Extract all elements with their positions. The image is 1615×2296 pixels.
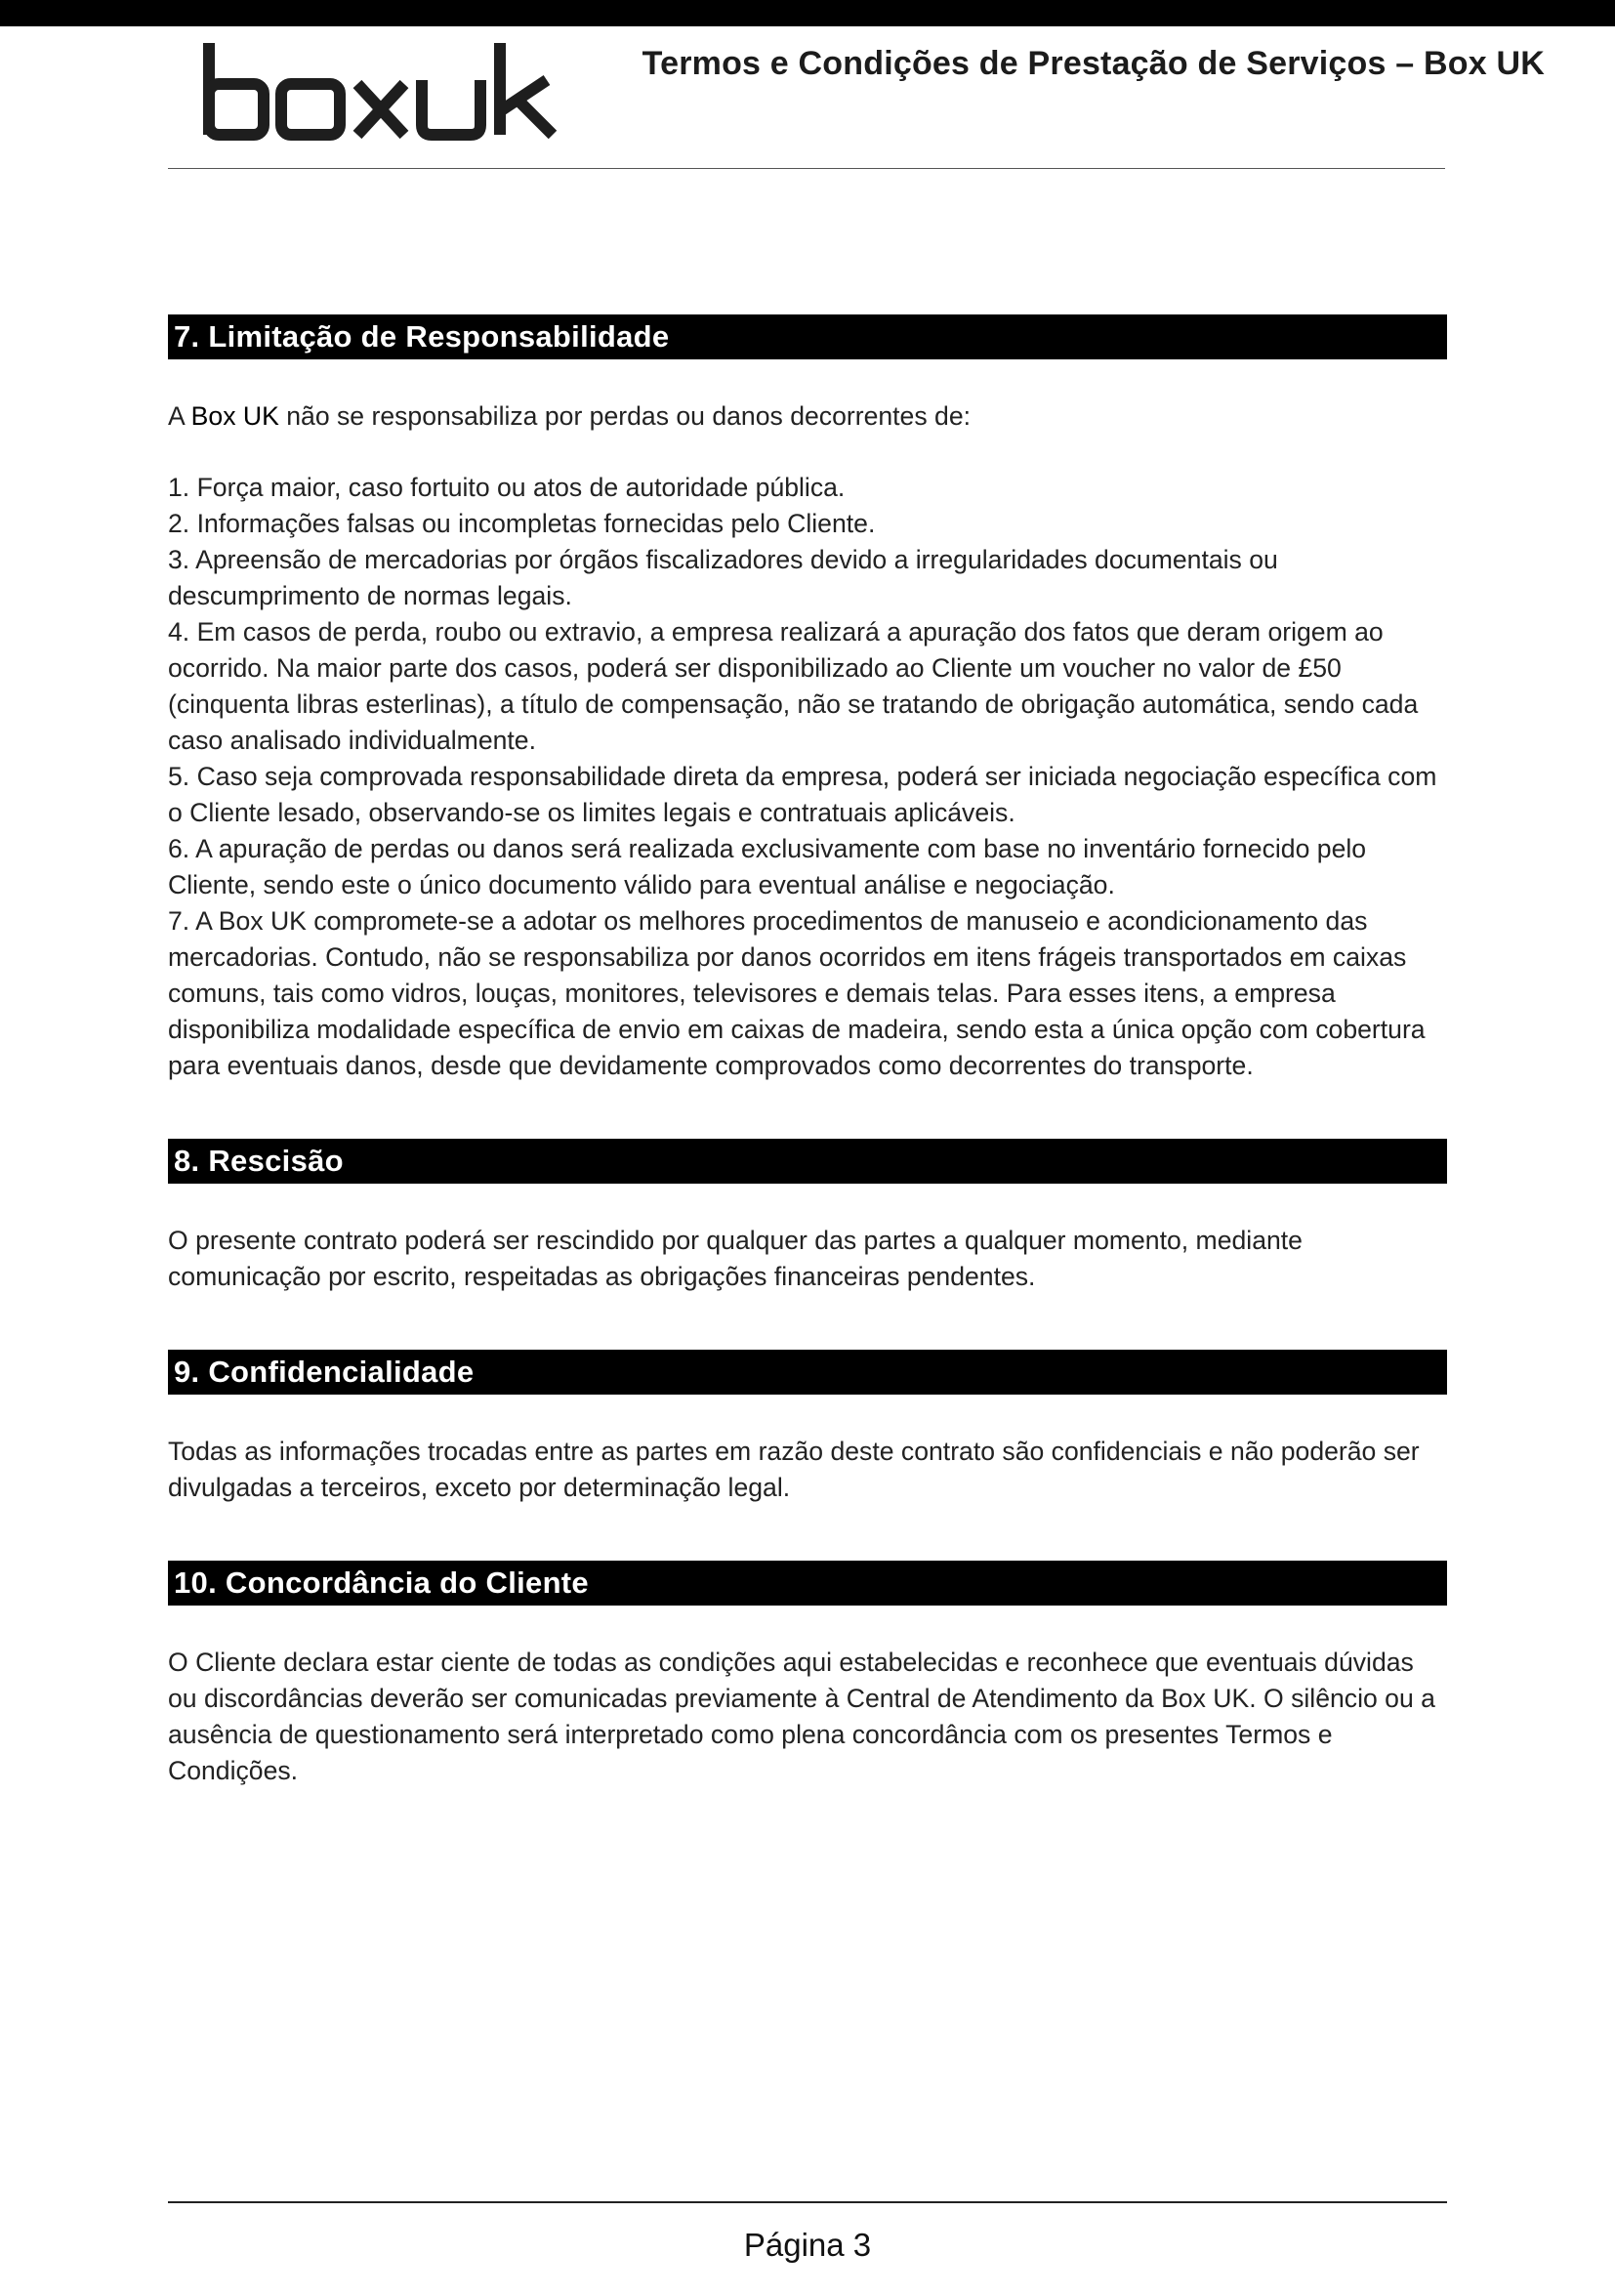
list-item: 4. Em casos de perda, roubo ou extravio, a empresa realizará a apuração dos fatos que deram origem ao ocorrido. Na maior parte dos casos, poderá ser disponibilizado ao Cliente um voucher no valor de £50 (cinquenta libras esterlinas), a título de compensação, não se tratando de obrigação automática, sendo cada caso analisado individualmente. — [168, 617, 1419, 755]
list-item: 6. A apuração de perdas ou danos será realizada exclusivamente com base no inventário fornecido pelo Cliente, sendo este o único documento válido para eventual análise e negociação. — [168, 834, 1367, 899]
intro-suffix: não se responsabiliza por perdas ou danos decorrentes de: — [278, 401, 971, 431]
footer-divider — [168, 2201, 1447, 2203]
header-divider — [168, 168, 1445, 169]
intro-prefix: A — [168, 401, 191, 431]
top-black-bar — [0, 0, 1615, 26]
boxuk-logo — [199, 37, 568, 145]
liability-list — [168, 470, 1447, 1084]
section-9-body: Todas as informações trocadas entre as partes em razão deste contrato são confidenciais e não poderão ser divulgadas a terceiros, exceto por determinação legal. — [168, 1437, 1420, 1502]
page-number: Página 3 — [743, 2227, 872, 2263]
list-item: 2. Informações falsas ou incompletas fornecidas pelo Cliente. — [168, 509, 876, 538]
section-7-intro — [168, 398, 1447, 435]
list-item: 3. Apreensão de mercadorias por órgãos fiscalizadores devido a irregularidades documentais ou descumprimento de normas legais. — [168, 545, 1278, 610]
document-body — [168, 314, 1447, 1789]
section-7-heading: 7. Limitação de Responsabilidade — [168, 314, 1447, 359]
list-item: 1. Força maior, caso fortuito ou atos de autoridade pública. — [168, 473, 846, 502]
section-10-body: O Cliente declara estar ciente de todas as condições aqui estabelecidas e reconhece que eventuais dúvidas ou discordâncias deverão ser comunicadas previamente à Central de Atendimento da Box UK. O silêncio ou a ausência de questionamento será interpretado como plena concordância com os presentes Termos e Condições. — [168, 1648, 1435, 1785]
list-item: 7. A Box UK compromete-se a adotar os melhores procedimentos de manuseio e acondicionamento das mercadorias. Contudo, não se responsabiliza por danos ocorridos em itens frágeis transportados em caixas comuns, tais como vidros, louças, monitores, televisores e demais telas. Para esses itens, a empresa disponibiliza modalidade específica de envio em caixas de madeira, sendo esta a única opção com cobertura para eventuais danos, desde que devidamente comprovados como decorrentes do transporte. — [168, 906, 1426, 1080]
brand-name: Box UK — [190, 401, 279, 431]
document-title: Termos e Condições de Prestação de Serviços – Box UK — [642, 45, 1545, 82]
section-8-body: O presente contrato poderá ser rescindido por qualquer das partes a qualquer momento, mediante comunicação por escrito, respeitadas as obrigações financeiras pendentes. — [168, 1226, 1303, 1291]
list-item: 5. Caso seja comprovada responsabilidade direta da empresa, poderá ser iniciada negociação específica com o Cliente lesado, observando-se os limites legais e contratuais aplicáveis. — [168, 762, 1437, 827]
section-9-heading: 9. Confidencialidade — [168, 1350, 1447, 1395]
section-10-heading: 10. Concordância do Cliente — [168, 1561, 1447, 1606]
section-8-heading: 8. Rescisão — [168, 1139, 1447, 1184]
